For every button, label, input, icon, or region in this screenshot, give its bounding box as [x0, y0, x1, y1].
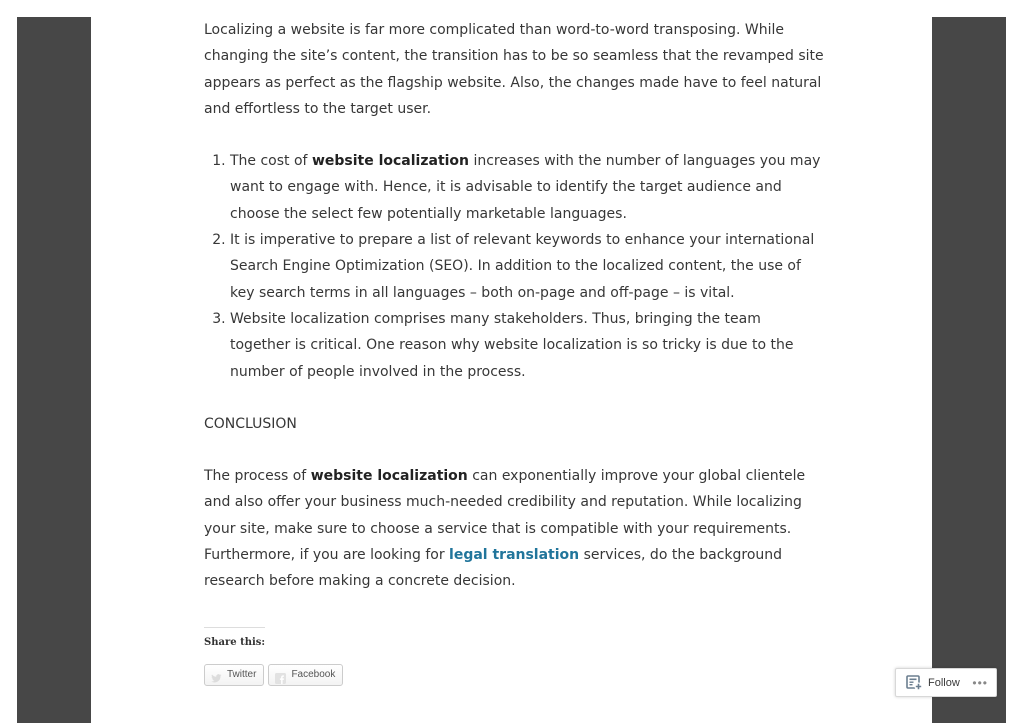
conclusion-paragraph — [204, 463, 824, 594]
article-body — [204, 17, 824, 686]
intro-paragraph: Localizing a website is far more complicated than word-to-word transposing. While changing the site’s content, the transition has to be so seamless that the revamped site appears as perfect as the flagship website. Also, the changes made have to feel natural and effortless to the target user. — [204, 22, 824, 117]
list-item: 3. Website localization comprises many stakeholders. Thus, bringing the team together is critical. One reason why website localization is so tricky is due to the number of people involved in the process. — [230, 306, 824, 385]
left-gutter — [17, 17, 91, 723]
list-item-text: increases with the number of languages you may want to engage with. Hence, it is advisable to identify the target audience and choose the select few potentially marketable languages. — [230, 153, 821, 222]
conclusion-bold: website localization — [310, 468, 468, 485]
twitter-share-label: Twitter — [227, 668, 257, 680]
share-title: Share this: — [204, 627, 265, 651]
list-item-bold: website localization — [311, 153, 470, 170]
conclusion-text: can exponentially improve your global clientele and also offer your business much-needed credibility and reputation. While localizing your site, make sure to choose a service that is compatible with your requirements. Furthermore, if you are looking for — [204, 468, 806, 564]
twitter-icon — [211, 669, 222, 680]
legal-translation-link[interactable]: legal translation — [449, 547, 580, 564]
facebook-share-button[interactable] — [268, 664, 343, 686]
list-item-text: The cost of — [230, 153, 312, 170]
twitter-share-button[interactable] — [204, 664, 264, 686]
follow-button[interactable] — [895, 668, 997, 697]
list-item: 2. It is imperative to prepare a list of relevant keywords to enhance your international Search Engine Optimization (SEO). In addition to the localized content, the use of key search terms in all languages – both on-page and off-page – is vital. — [230, 227, 824, 306]
right-gutter — [932, 17, 1006, 723]
follow-reader-icon — [906, 675, 923, 691]
list-item — [230, 148, 824, 227]
conclusion-text: The process of — [204, 468, 311, 485]
tips-list — [204, 148, 824, 385]
follow-label: Follow — [928, 676, 960, 689]
more-options-icon[interactable]: ••• — [972, 675, 988, 690]
share-section — [204, 621, 824, 686]
facebook-share-label: Facebook — [291, 668, 336, 680]
conclusion-text: services, do the background research before making a concrete decision. — [204, 547, 783, 590]
conclusion-heading: CONCLUSION — [204, 415, 297, 432]
facebook-icon — [275, 669, 286, 680]
share-buttons — [204, 664, 824, 686]
